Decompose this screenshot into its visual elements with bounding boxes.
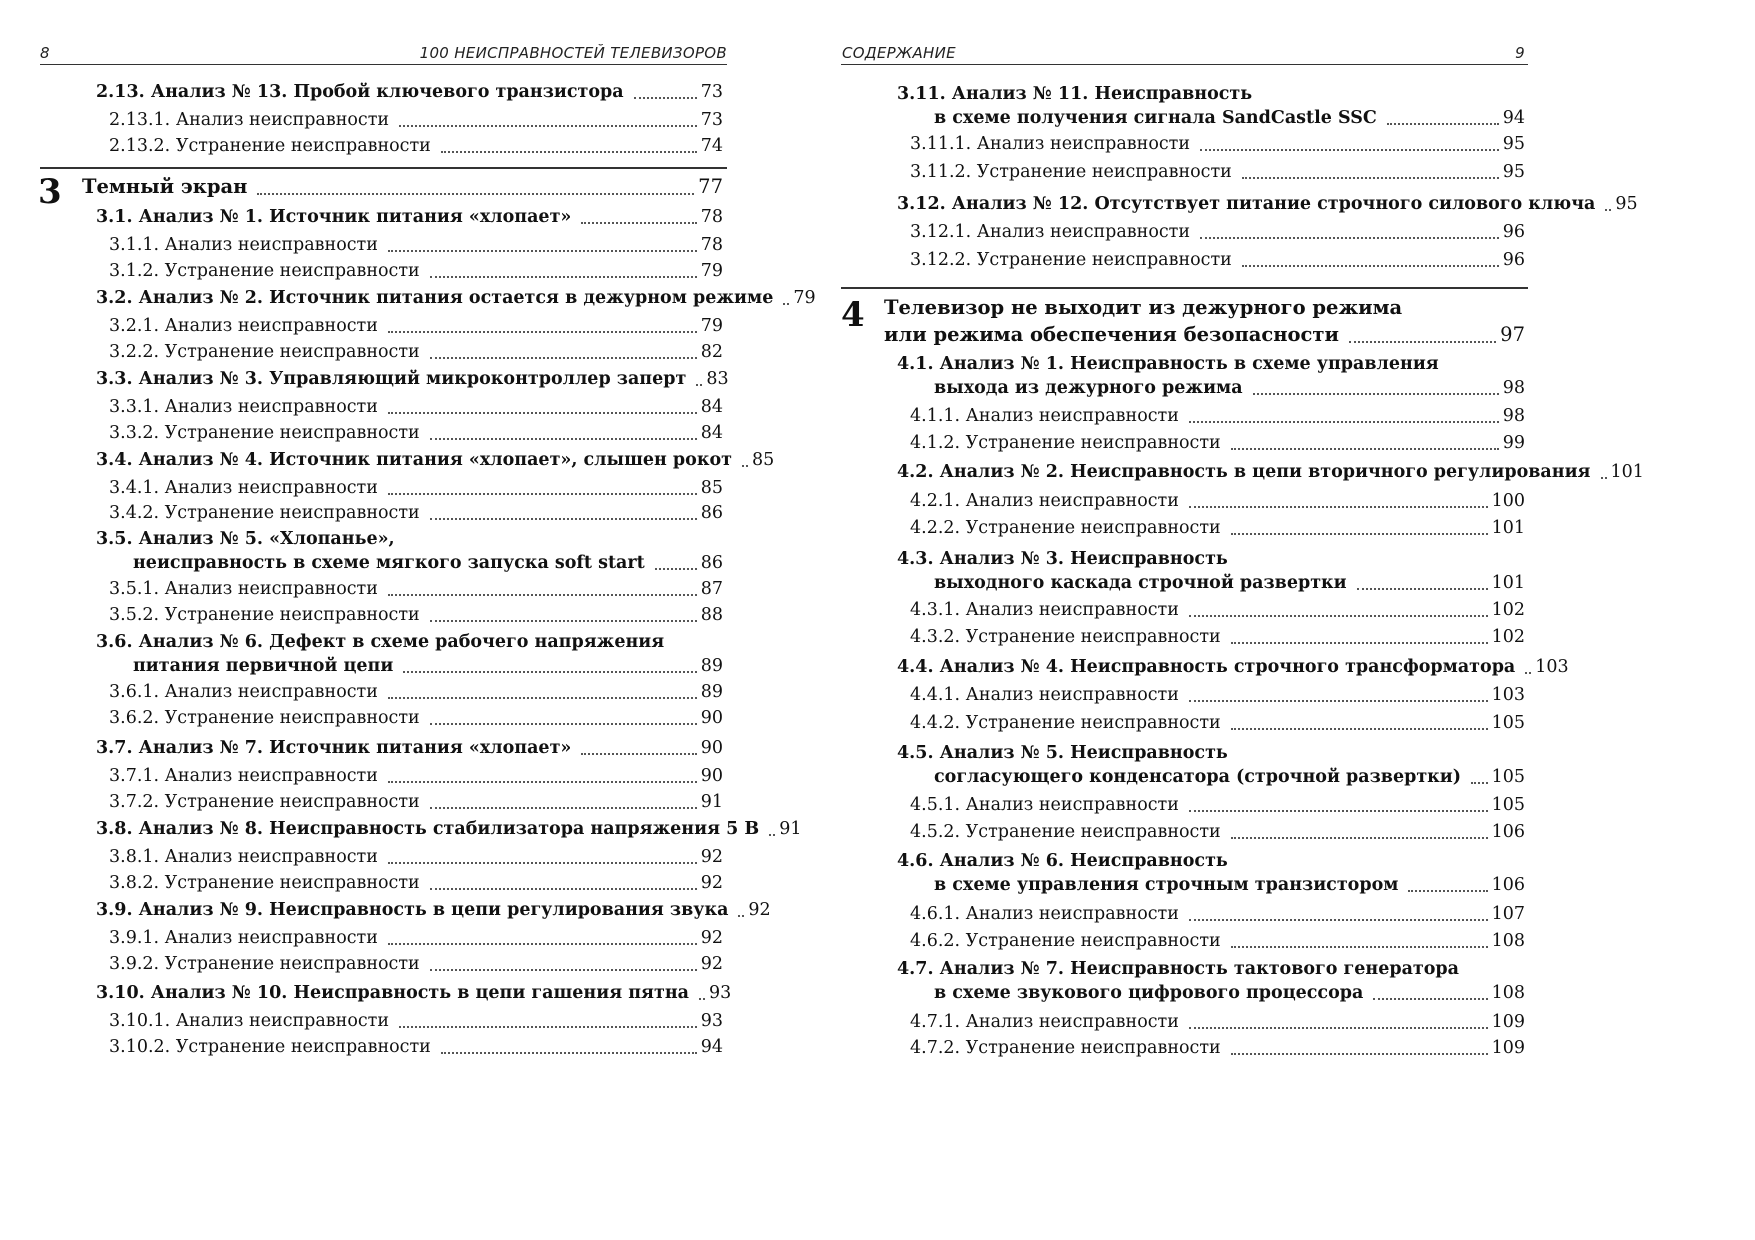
toc-entry-line1[interactable]: 4.3. Анализ № 3. Неисправность	[897, 549, 1228, 569]
toc-subentry[interactable]: 3.2.2. Устранение неисправности 82	[109, 340, 723, 365]
page-ref: 99	[1502, 433, 1525, 453]
page-ref: 106	[1491, 875, 1525, 895]
page-ref: 82	[700, 342, 723, 362]
page-ref: 84	[700, 397, 723, 417]
page-number-right: 9	[1515, 44, 1525, 62]
page-ref: 98	[1502, 378, 1525, 398]
toc-subentry[interactable]: 3.2.1. Анализ неисправности 79	[109, 314, 723, 339]
dot-leader	[1231, 837, 1488, 839]
page-ref: 101	[1610, 462, 1644, 482]
toc-subentry[interactable]: 3.7.2. Устранение неисправности 91	[109, 790, 723, 815]
dot-leader	[1253, 393, 1499, 395]
toc-subentry[interactable]: 4.5.1. Анализ неисправности 105	[910, 793, 1525, 818]
toc-subentry[interactable]: 4.1.2. Устранение неисправности 99	[910, 431, 1525, 456]
left-page	[0, 0, 877, 1240]
page-ref: 95	[1615, 194, 1638, 214]
page-ref: 93	[700, 1011, 723, 1031]
toc-subentry[interactable]: 3.8.2. Устранение неисправности 92	[109, 871, 723, 896]
page-ref: 86	[700, 503, 723, 523]
dot-leader	[738, 915, 744, 917]
toc-subentry[interactable]: 3.9.1. Анализ неисправности 92	[109, 926, 723, 951]
page-ref: 101	[1491, 518, 1525, 538]
toc-subentry[interactable]: 3.5.1. Анализ неисправности 87	[109, 577, 723, 602]
page-ref: 90	[700, 738, 723, 758]
toc-entry[interactable]: 4.4. Анализ № 4. Неисправность строчного трансформатора 103	[897, 655, 1525, 680]
dot-leader	[388, 862, 697, 864]
dot-leader	[388, 594, 697, 596]
toc-entry-line1[interactable]: 3.6. Анализ № 6. Дефект в схеме рабочего напряжения	[96, 632, 665, 652]
toc-subentry[interactable]: 3.4.2. Устранение неисправности 86	[109, 501, 723, 526]
toc-entry-line2[interactable]: в схеме управления строчным транзистором 106	[934, 873, 1525, 898]
dot-leader	[388, 250, 697, 252]
dot-leader	[388, 781, 697, 783]
toc-subentry[interactable]: 3.7.1. Анализ неисправности 90	[109, 764, 723, 789]
chapter-rule	[40, 167, 727, 169]
dot-leader	[1231, 946, 1488, 948]
dot-leader	[699, 998, 705, 1000]
dot-leader	[388, 697, 697, 699]
page-ref: 79	[700, 316, 723, 336]
toc-entry[interactable]: 3.2. Анализ № 2. Источник питания остается в дежурном режиме 79	[96, 286, 723, 311]
toc-subentry[interactable]: 3.10.1. Анализ неисправности 93	[109, 1009, 723, 1034]
toc-subentry[interactable]: 4.4.2. Устранение неисправности 105	[910, 711, 1525, 736]
toc-subentry[interactable]: 4.2.2. Устранение неисправности 101	[910, 516, 1525, 541]
toc-entry[interactable]: 3.3. Анализ № 3. Управляющий микроконтроллер заперт 83	[96, 367, 723, 392]
dot-leader	[1231, 533, 1488, 535]
dot-leader	[742, 465, 748, 467]
page-ref: 103	[1491, 685, 1525, 705]
toc-subentry[interactable]: 3.3.1. Анализ неисправности 84	[109, 395, 723, 420]
dot-leader	[1525, 672, 1531, 674]
dot-leader	[1601, 477, 1607, 479]
toc-subentry[interactable]: 4.3.2. Устранение неисправности 102	[910, 625, 1525, 650]
toc-entry[interactable]: 2.13. Анализ № 13. Пробой ключевого транзистора 73	[96, 82, 723, 102]
dot-leader	[388, 331, 697, 333]
dot-leader	[1605, 209, 1611, 211]
page-ref: 106	[1491, 822, 1525, 842]
toc-entry-line2[interactable]: неисправность в схеме мягкого запуска soft start 86	[133, 551, 723, 576]
dot-leader	[1200, 237, 1499, 239]
page-ref: 108	[1491, 931, 1525, 951]
toc-entry-line1[interactable]: 4.7. Анализ № 7. Неисправность тактового генератора	[897, 959, 1460, 979]
toc-subentry[interactable]: 4.3.1. Анализ неисправности 102	[910, 598, 1525, 623]
dot-leader	[1357, 588, 1488, 590]
running-title-right: СОДЕРЖАНИЕ	[842, 44, 956, 62]
toc-subentry[interactable]: 3.8.1. Анализ неисправности 92	[109, 845, 723, 870]
toc-subentry[interactable]: 4.2.1. Анализ неисправности 100	[910, 489, 1525, 514]
toc-entry[interactable]: 2.13.1. Анализ неисправности 73	[109, 110, 723, 130]
chapter-heading-line2[interactable]: или режима обеспечения безопасности 97	[884, 323, 1525, 346]
page-ref: 109	[1491, 1012, 1525, 1032]
dot-leader	[581, 753, 696, 755]
dot-leader	[388, 493, 697, 495]
toc-subentry[interactable]: 4.1.1. Анализ неисправности 98	[910, 404, 1525, 429]
dot-leader	[1189, 700, 1488, 702]
right-page	[841, 0, 1755, 1240]
page-ref: 94	[1502, 108, 1525, 128]
toc-entry-line2[interactable]: согласующего конденсатора (строчной развертки) 105	[934, 765, 1525, 790]
toc-subentry[interactable]: 3.12.2. Устранение неисправности 96	[910, 248, 1525, 273]
page-ref: 98	[1502, 406, 1525, 426]
page-ref: 101	[1491, 573, 1525, 593]
page-ref: 102	[1491, 627, 1525, 647]
toc-entry-line2[interactable]: питания первичной цепи 89	[133, 654, 723, 679]
page-ref: 92	[700, 928, 723, 948]
dot-leader	[1200, 149, 1499, 151]
toc-entry[interactable]: 3.4. Анализ № 4. Источник питания «хлопает», слышен рокот 85	[96, 448, 723, 473]
dot-leader	[769, 834, 775, 836]
page-ref: 100	[1491, 491, 1525, 511]
toc-entry[interactable]: 3.9. Анализ № 9. Неисправность в цепи регулирования звука 92	[96, 898, 723, 923]
chapter-number: 3	[38, 172, 62, 212]
dot-leader	[1189, 421, 1499, 423]
page-ref: 86	[700, 553, 723, 573]
page-ref: 93	[708, 983, 732, 1003]
dot-leader	[430, 888, 697, 890]
dot-leader	[430, 276, 697, 278]
page-ref: 78	[700, 207, 723, 227]
toc-entry-line2[interactable]: выхода из дежурного режима 98	[934, 376, 1525, 401]
toc-subentry[interactable]: 4.6.2. Устранение неисправности 108	[910, 929, 1525, 954]
page-ref: 83	[706, 369, 729, 389]
toc-subentry[interactable]: 3.1.2. Устранение неисправности 79	[109, 259, 723, 284]
toc-subentry[interactable]: 3.6.1. Анализ неисправности 89	[109, 680, 723, 705]
toc-subentry[interactable]: 3.12.1. Анализ неисправности 96	[910, 220, 1525, 245]
dot-leader	[430, 969, 697, 971]
header-rule-right	[841, 64, 1528, 65]
dot-leader	[655, 568, 697, 570]
dot-leader	[1189, 810, 1488, 812]
toc-subentry[interactable]: 4.4.1. Анализ неисправности 103	[910, 683, 1525, 708]
page-ref: 85	[700, 478, 723, 498]
dot-leader	[1231, 728, 1488, 730]
page-ref: 105	[1491, 713, 1525, 733]
toc-entry[interactable]: 3.7. Анализ № 7. Источник питания «хлопает» 90	[96, 736, 723, 761]
toc-subentry[interactable]: 3.3.2. Устранение неисправности 84	[109, 421, 723, 446]
page-ref: 92	[700, 847, 723, 867]
dot-leader	[783, 303, 789, 305]
toc-entry[interactable]: 3.8. Анализ № 8. Неисправность стабилизатора напряжения 5 В 91	[96, 817, 723, 842]
toc-subentry[interactable]: 4.5.2. Устранение неисправности 106	[910, 820, 1525, 845]
page-ref: 84	[700, 423, 723, 443]
page-ref: 89	[700, 656, 723, 676]
toc-entry-line2[interactable]: в схеме звукового цифрового процессора 108	[934, 981, 1525, 1006]
page-ref: 90	[700, 708, 723, 728]
chapter-heading[interactable]: Темный экран 77	[82, 175, 723, 198]
page-ref: 79	[793, 288, 816, 308]
dot-leader	[1231, 448, 1499, 450]
toc-subentry[interactable]: 3.6.2. Устранение неисправности 90	[109, 706, 723, 731]
dot-leader	[1387, 123, 1499, 125]
toc-subentry[interactable]: 3.5.2. Устранение неисправности 88	[109, 603, 723, 628]
page-ref: 89	[700, 682, 723, 702]
page-ref: 95	[1502, 162, 1525, 182]
page-number-left: 8	[40, 44, 50, 62]
dot-leader	[441, 1052, 697, 1054]
page-ref: 94	[700, 1037, 723, 1057]
chapter-rule	[841, 287, 1528, 289]
chapter-heading-line1[interactable]: Телевизор не выходит из дежурного режима	[884, 296, 1403, 319]
page-ref: 108	[1491, 983, 1525, 1003]
dot-leader	[581, 222, 696, 224]
toc-subentry[interactable]: 3.11.2. Устранение неисправности 95	[910, 160, 1525, 185]
dot-leader	[430, 518, 697, 520]
toc-subentry[interactable]: 4.7.2. Устранение неисправности 109	[910, 1036, 1525, 1061]
page-ref: 105	[1491, 767, 1525, 787]
page-ref: 85	[751, 450, 775, 470]
toc-entry[interactable]: 4.2. Анализ № 2. Неисправность в цепи вторичного регулирования 101	[897, 460, 1525, 485]
page-ref: 107	[1491, 904, 1525, 924]
page-ref: 102	[1491, 600, 1525, 620]
dot-leader	[1242, 177, 1499, 179]
toc-entry-line1[interactable]: 4.1. Анализ № 1. Неисправность в схеме управления	[897, 354, 1439, 374]
toc-entry[interactable]: 3.1. Анализ № 1. Источник питания «хлопает» 78	[96, 205, 723, 230]
dot-leader	[430, 438, 697, 440]
toc-subentry[interactable]: 3.11.1. Анализ неисправности 95	[910, 132, 1525, 157]
dot-leader	[403, 671, 696, 673]
toc-entry[interactable]: 3.10. Анализ № 10. Неисправность в цепи гашения пятна 93	[96, 981, 723, 1006]
chapter-number: 4	[841, 295, 865, 335]
dot-leader	[1231, 1053, 1488, 1055]
page-ref: 95	[1502, 134, 1525, 154]
dot-leader	[1189, 506, 1488, 508]
toc-entry-line2[interactable]: выходного каскада строчной развертки 101	[934, 571, 1525, 596]
toc-entry-line2[interactable]: в схеме получения сигнала SandCastle SSC 94	[934, 106, 1525, 131]
page-ref: 109	[1491, 1038, 1525, 1058]
dot-leader	[1373, 998, 1487, 1000]
page-ref: 87	[700, 579, 723, 599]
page-ref: 96	[1502, 250, 1525, 270]
page-ref: 79	[700, 261, 723, 281]
toc-subentry[interactable]: 3.4.1. Анализ неисправности 85	[109, 476, 723, 501]
dot-leader	[1189, 919, 1488, 921]
page-ref: 90	[700, 766, 723, 786]
toc-entry[interactable]: 3.12. Анализ № 12. Отсутствует питание строчного силового ключа 95	[897, 192, 1525, 217]
dot-leader	[696, 384, 702, 386]
toc-entry-line1[interactable]: 4.6. Анализ № 6. Неисправность	[897, 851, 1228, 871]
page-ref: 96	[1502, 222, 1525, 242]
page-ref: 78	[700, 235, 723, 255]
dot-leader	[1471, 782, 1488, 784]
toc-subentry[interactable]: 3.1.1. Анализ неисправности 78	[109, 233, 723, 258]
toc-entry-line1[interactable]: 3.11. Анализ № 11. Неисправность	[897, 84, 1253, 104]
toc-subentry[interactable]: 3.10.2. Устранение неисправности 94	[109, 1035, 723, 1060]
toc-entry-line1[interactable]: 4.5. Анализ № 5. Неисправность	[897, 743, 1228, 763]
toc-subentry[interactable]: 4.6.1. Анализ неисправности 107	[910, 902, 1525, 927]
dot-leader	[430, 807, 697, 809]
toc-entry[interactable]: 2.13.2. Устранение неисправности 74	[109, 136, 723, 156]
toc-entry-line1[interactable]: 3.5. Анализ № 5. «Хлопанье»,	[96, 529, 395, 549]
page-ref: 92	[700, 954, 723, 974]
page-ref: 103	[1535, 657, 1569, 677]
dot-leader	[430, 620, 697, 622]
page-ref: 105	[1491, 795, 1525, 815]
dot-leader	[1231, 642, 1488, 644]
dot-leader	[1408, 890, 1487, 892]
dot-leader	[1189, 615, 1488, 617]
page-ref: 91	[700, 792, 723, 812]
dot-leader	[430, 723, 697, 725]
dot-leader	[388, 943, 697, 945]
dot-leader	[399, 1026, 697, 1028]
header-rule-left	[40, 64, 727, 65]
running-title-left: 100 НЕИСПРАВНОСТЕЙ ТЕЛЕВИЗОРОВ	[419, 44, 727, 62]
page-ref: 92	[748, 900, 771, 920]
page-ref: 91	[779, 819, 802, 839]
dot-leader	[1242, 265, 1499, 267]
toc-subentry[interactable]: 4.7.1. Анализ неисправности 109	[910, 1010, 1525, 1035]
toc-subentry[interactable]: 3.9.2. Устранение неисправности 92	[109, 952, 723, 977]
dot-leader	[1189, 1027, 1488, 1029]
page-ref: 92	[700, 873, 723, 893]
dot-leader	[388, 412, 697, 414]
page-ref: 88	[700, 605, 723, 625]
dot-leader	[430, 357, 697, 359]
